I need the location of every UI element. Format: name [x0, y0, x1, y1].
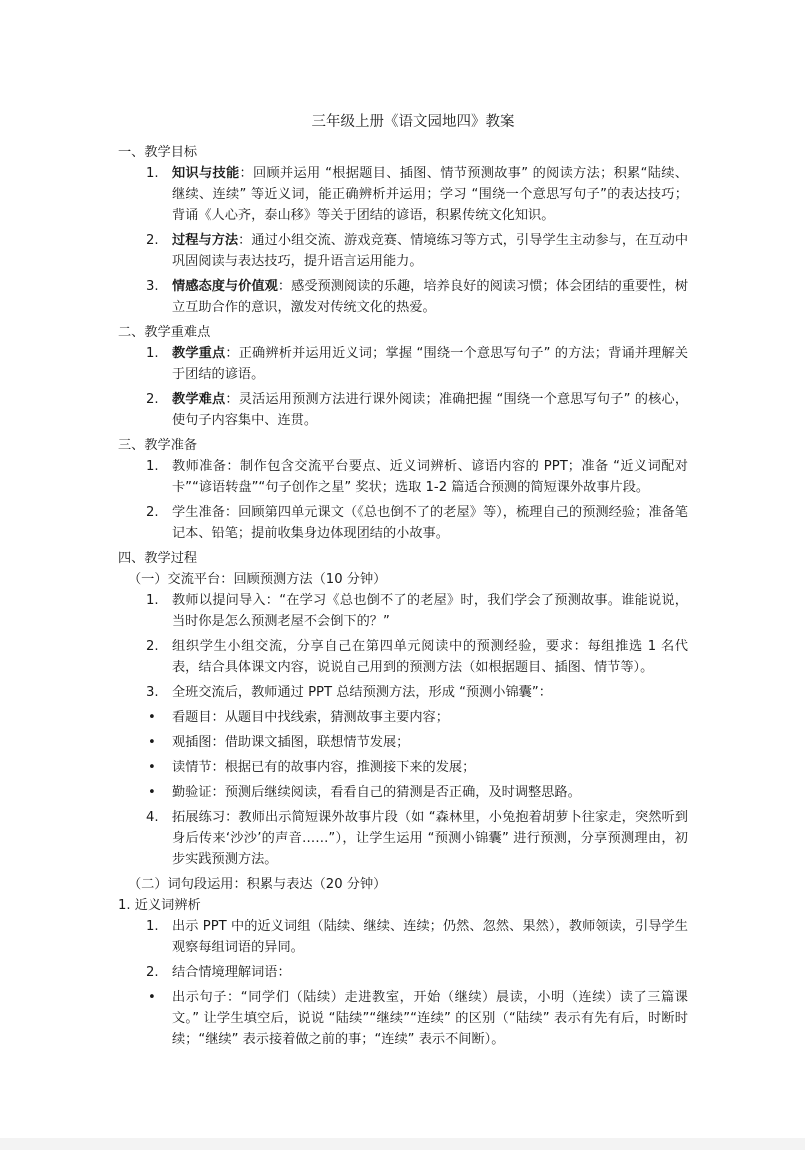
- item-text: 学生准备：回顾第四单元课文（《总也倒不了的老屋》等），梳理自己的预测经验；准备笔记本、铅笔；提前收集身边体现团结的小故事。: [172, 505, 688, 541]
- bullet-text: 观插图：借助课文插图，联想情节发展；: [172, 735, 410, 750]
- document-content: [118, 112, 688, 1054]
- list-item: [118, 276, 688, 318]
- list-item: [118, 636, 688, 678]
- section-heading-preparation: 三、教学准备: [118, 438, 198, 453]
- item-number: 1.: [146, 346, 159, 361]
- item-text: 出示 PPT 中的近义词组（陆续、继续、连续；仍然、忽然、果然），教师领读，引导学生观察每组词语的异同。: [172, 919, 688, 955]
- item-number: 1.: [146, 459, 159, 474]
- item-label: 过程与方法: [172, 233, 239, 248]
- list-item: [118, 502, 688, 544]
- bullet-text: 勤验证：预测后继续阅读，看看自己的猜测是否正确，及时调整思路。: [172, 785, 581, 800]
- item-text: 拓展练习：教师出示简短课外故事片段（如 “森林里，小兔抱着胡萝卜往家走，突然听到身后传来‘沙沙’的声音……”），让学生运用 “预测小锦囊” 进行预测，分享预测理由，初步实践预测方法。: [172, 810, 688, 867]
- bullet-icon: •: [148, 785, 156, 800]
- item-number: 1.: [146, 919, 159, 934]
- item-text: ：感受预测阅读的乐趣，培养良好的阅读习惯；体会团结的重要性，树立互助合作的意识，激发对传统文化的热爱。: [172, 279, 689, 315]
- item-number: 3.: [146, 685, 159, 700]
- item-text: ：通过小组交流、游戏竞赛、情境练习等方式，引导学生主动参与，在互动中巩固阅读与表达技巧，提升语言运用能力。: [172, 233, 689, 269]
- section-heading-keypoints: 二、教学重难点: [118, 325, 211, 340]
- bullet-text: 读情节：根据已有的故事内容，推测接下来的发展；: [172, 760, 476, 775]
- item-text: 全班交流后，教师通过 PPT 总结预测方法，形成 “预测小锦囊”：: [172, 685, 552, 700]
- sub-subsection-heading-synonyms: 1. 近义词辨析: [118, 898, 201, 913]
- item-label: 教学难点: [172, 392, 226, 407]
- bullet-icon: •: [148, 990, 156, 1005]
- list-item: [118, 343, 688, 385]
- item-text: 教师以提问导入：“在学习《总也倒不了的老屋》时，我们学会了预测故事。谁能说说，当时你是怎么预测老屋不会倒下的？”: [172, 593, 688, 629]
- item-label: 知识与技能: [172, 166, 240, 181]
- bullet-item: [118, 782, 688, 803]
- bullet-text: 出示句子：“同学们（陆续）走进教室，开始（继续）晨读，小明（连续）读了三篇课文。” 让学生填空后，说说 “陆续”“继续”“连续” 的区别（“陆续” 表示有先有后，时断时续；“继续” 表示接着做之前的事；“连续” 表示不间断）。: [172, 990, 688, 1047]
- list-item: [118, 962, 688, 983]
- bullet-item: [118, 707, 688, 728]
- item-text: ：回顾并运用 “根据题目、插图、情节预测故事” 的阅读方法；积累“陆续、继续、连续” 等近义词，能正确辨析并运用；学习 “围绕一个意思写句子”的表达技巧；背诵《人心齐，泰山移》等关于团结的谚语，积累传统文化知识。: [172, 166, 688, 223]
- bullet-icon: •: [148, 760, 156, 775]
- item-text: 教师准备：制作包含交流平台要点、近义词辨析、谚语内容的 PPT；准备 “近义词配对卡”“谚语转盘”“句子创作之星” 奖状；选取 1-2 篇适合预测的简短课外故事片段。: [172, 459, 688, 495]
- list-item: [118, 163, 688, 226]
- item-number: 2.: [146, 233, 159, 248]
- item-text: 结合情境理解词语：: [172, 965, 291, 980]
- item-number: 1.: [146, 166, 159, 181]
- bullet-icon: •: [148, 735, 156, 750]
- item-number: 2.: [146, 965, 159, 980]
- list-item: [118, 389, 688, 431]
- list-item: [118, 456, 688, 498]
- item-label: 教学重点: [172, 346, 226, 361]
- item-label: 情感态度与价值观: [172, 279, 278, 294]
- item-number: 1.: [146, 593, 159, 608]
- bullet-item: [118, 732, 688, 753]
- item-number: 2.: [146, 639, 159, 654]
- item-text: ：灵活运用预测方法进行课外阅读；准确把握 “围绕一个意思写句子” 的核心，使句子内容集中、连贯。: [172, 392, 689, 428]
- bullet-icon: •: [148, 710, 156, 725]
- subsection-heading-words: （二）词句段运用：积累与表达（20 分钟）: [128, 877, 387, 892]
- list-item: [118, 682, 688, 703]
- item-text: 组织学生小组交流，分享自己在第四单元阅读中的预测经验，要求：每组推选 1 名代表，结合具体课文内容，说说自己用到的预测方法（如根据题目、插图、情节等）。: [172, 639, 688, 675]
- item-number: 2.: [146, 392, 159, 407]
- item-number: 3.: [146, 279, 159, 294]
- subsection-heading-exchange: （一）交流平台：回顾预测方法（10 分钟）: [128, 572, 387, 587]
- bullet-item: [118, 757, 688, 778]
- item-text: ：正确辨析并运用近义词；掌握 “围绕一个意思写句子” 的方法；背诵并理解关于团结的谚语。: [172, 346, 689, 382]
- list-item: [118, 230, 688, 272]
- section-heading-objectives: 一、教学目标: [118, 145, 198, 160]
- item-number: 2.: [146, 505, 159, 520]
- list-item: [118, 590, 688, 632]
- bullet-item: [118, 987, 688, 1050]
- page-title: 三年级上册《语文园地四》教案: [311, 114, 515, 130]
- section-heading-process: 四、教学过程: [118, 551, 198, 566]
- bullet-text: 看题目：从题目中找线索，猜测故事主要内容；: [172, 710, 449, 725]
- item-number: 4.: [146, 810, 159, 825]
- list-item: [118, 916, 688, 958]
- list-item: [118, 807, 688, 870]
